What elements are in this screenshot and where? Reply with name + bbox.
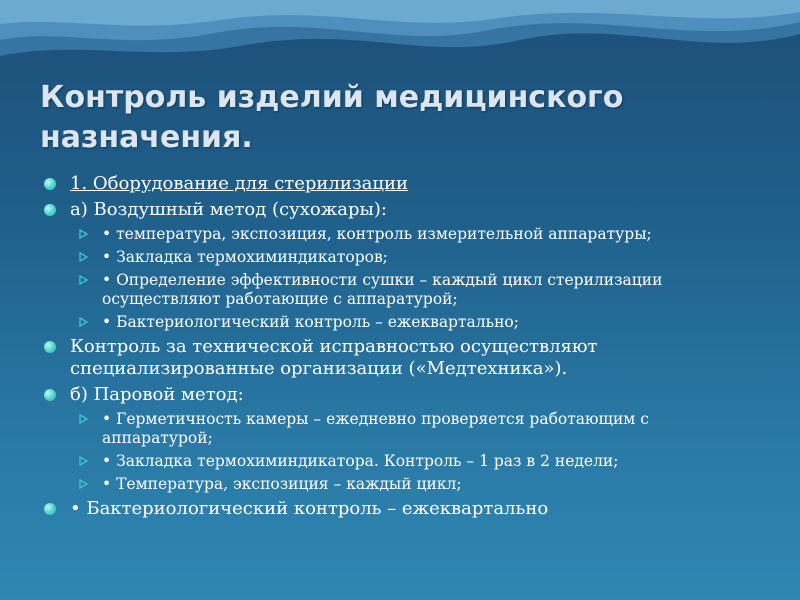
- triangle-bullet-icon: [78, 317, 88, 327]
- list-item: [42, 452, 742, 471]
- triangle-bullet-icon: [78, 414, 88, 424]
- slide-title-line1: Контроль изделий медицинского: [40, 80, 624, 115]
- list-item: [42, 336, 742, 380]
- list-item-text: • Закладка термохиминдикатора. Контроль – 1 раз в 2 недели;: [102, 452, 619, 470]
- list-item-text: • Бактериологический контроль – ежеквартально: [70, 498, 549, 519]
- list-item: [42, 313, 742, 332]
- list-item-text: • Бактериологический контроль – ежеквартально;: [102, 313, 519, 331]
- list-item: [42, 475, 742, 494]
- list-item-text: • Закладка термохиминдикаторов;: [102, 248, 388, 266]
- list-item-text: • Герметичность камеры – ежедневно проверяется работающим с аппаратурой;: [102, 410, 649, 447]
- list-item: [42, 498, 742, 520]
- circle-bullet-icon: [44, 503, 56, 515]
- list-item-text: Контроль за технической исправностью осуществляют специализированные организации («Медтехника»).: [70, 336, 598, 379]
- list-item: [42, 384, 742, 406]
- list-item: [42, 199, 742, 221]
- list-item: [42, 410, 742, 448]
- list-item-text: • Температура, экспозиция – каждый цикл;: [102, 475, 462, 493]
- list-item-text: б) Паровой метод:: [70, 384, 244, 405]
- list-item: [42, 225, 742, 244]
- list-item-text: 1. Оборудование для стерилизации: [70, 173, 408, 194]
- slide-title-line2: назначения.: [40, 120, 253, 155]
- list-item: [42, 173, 742, 195]
- triangle-bullet-icon: [78, 229, 88, 239]
- slide-title: [40, 78, 760, 158]
- list-item-text: • температура, экспозиция, контроль измерительной аппаратуры;: [102, 225, 652, 243]
- circle-bullet-icon: [44, 204, 56, 216]
- circle-bullet-icon: [44, 341, 56, 353]
- list-item-text: • Определение эффективности сушки – каждый цикл стерилизации осуществляют работающие с аппаратурой;: [102, 271, 663, 308]
- list-item-text: а) Воздушный метод (сухожары):: [70, 199, 387, 220]
- circle-bullet-icon: [44, 178, 56, 190]
- list-item: [42, 271, 742, 309]
- bullet-list: [42, 173, 742, 524]
- triangle-bullet-icon: [78, 252, 88, 262]
- list-item: [42, 248, 742, 267]
- triangle-bullet-icon: [78, 479, 88, 489]
- decorative-waves: [0, 0, 800, 90]
- triangle-bullet-icon: [78, 456, 88, 466]
- triangle-bullet-icon: [78, 275, 88, 285]
- circle-bullet-icon: [44, 389, 56, 401]
